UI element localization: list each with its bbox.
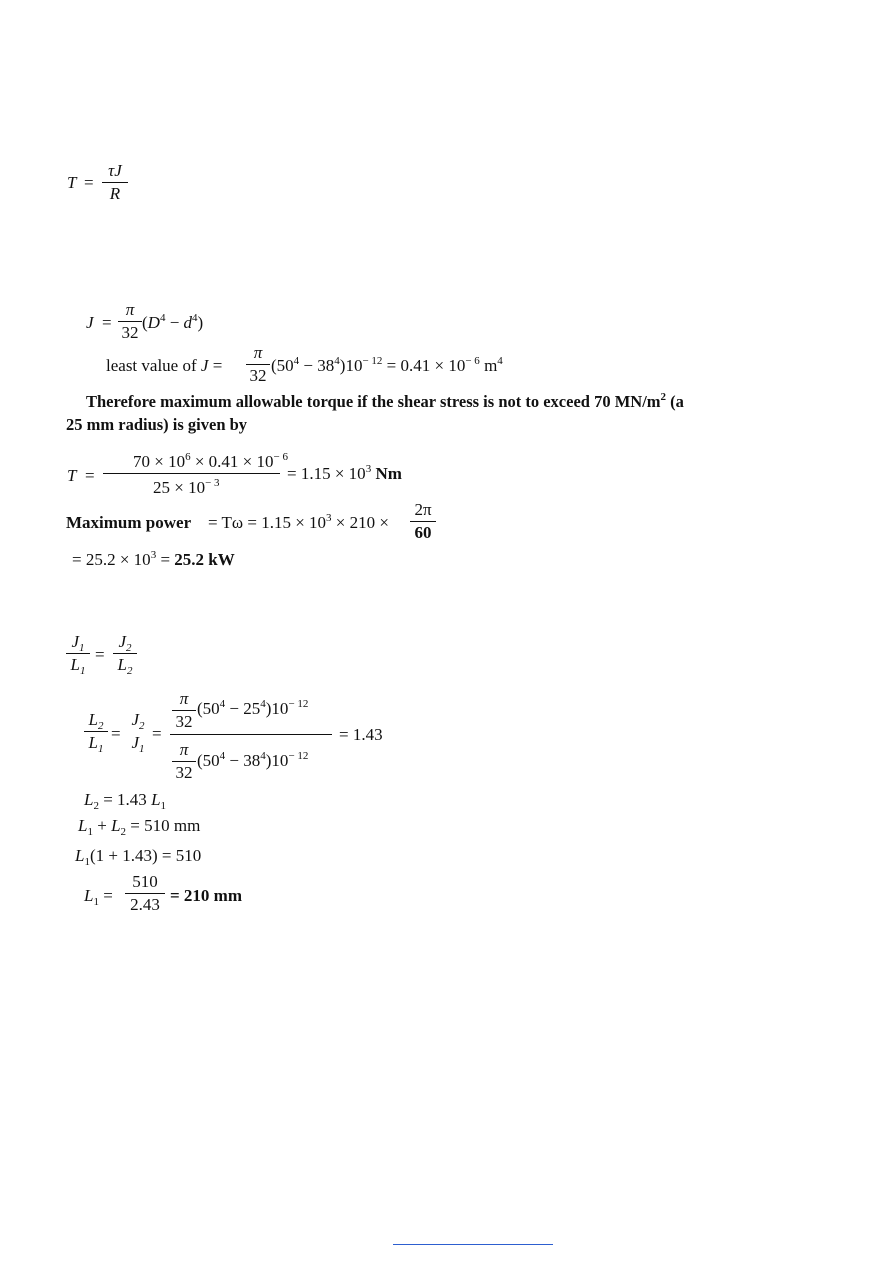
sum-equation: $L_1 + L_2 = 510$ mm: [78, 816, 201, 838]
torque-symbol: T: [67, 466, 77, 485]
equals-sign: =: [102, 313, 112, 332]
l1-symbol: $L_1$ =: [84, 886, 113, 908]
power-expression: = $T\omega = 1.15 \times 10^3 \times 210$ ×: [208, 512, 389, 532]
least-value-label: least value of J =: [106, 356, 223, 375]
tau-j-over-r: [102, 161, 128, 204]
paragraph-line-2: 25 mm radius) is given by: [66, 415, 248, 434]
l1-result: = 210 mm: [170, 886, 243, 905]
main-fraction-bar: [170, 734, 332, 735]
equals-sign: =: [85, 466, 95, 485]
least-value-expression: $(50^4 - 38^4)10^{- 12} = 0.41 \times 10^{- 6}$ $m^4$: [271, 355, 503, 375]
torque-result: = $1.15 \times 10^3$ Nm: [287, 463, 402, 483]
j2-over-l2: $J_2$ $L_2$: [113, 632, 137, 675]
pi-over-32: π 32: [246, 343, 270, 386]
j-symbol: J: [86, 313, 94, 332]
polar-moment-expression: $(D^4 - d^4)$: [142, 312, 204, 332]
two-pi-over-60: 2π 60: [410, 500, 436, 543]
bottom-expression: $(50^4 - 38^4)10^{- 12}$: [197, 750, 309, 770]
equals-sign: =: [111, 724, 121, 743]
torque-denominator: $25 \times 10^{- 3}$: [153, 477, 220, 497]
510-over-2-43: 510 2.43: [125, 872, 165, 915]
footer-link[interactable]: [393, 1244, 553, 1245]
power-result-line: = $25.2 \times 10^3 = 25.2$ kW: [72, 549, 235, 569]
j1-over-l1: $J_1$ $L_1$: [66, 632, 90, 675]
equals-sign: =: [152, 724, 162, 743]
torque-symbol: T: [67, 173, 77, 192]
numerator: τJ: [108, 161, 122, 180]
j2-over-j1: $J_2$ $J_1$: [131, 710, 145, 755]
paragraph-line-1: Therefore maximum allowable torque if the shear stress is not to exceed 70 $MN/m^2$ (a: [86, 391, 684, 411]
pi-over-32: π 32: [118, 300, 142, 343]
power-label: Maximum power: [66, 513, 192, 532]
top-pi-over-32: π 32: [172, 689, 196, 732]
fraction-bar: [102, 182, 128, 183]
ratio-result: = 1.43: [339, 725, 383, 744]
combined-equation: $L_1(1 + 1.43) = 510$: [75, 846, 202, 868]
torque-numerator: $70 \times 10^6 \times 0.41 \times 10^{- 6}$: [133, 451, 288, 471]
top-expression: $(50^4 - 25^4)10^{- 12}$: [197, 698, 309, 718]
l2-over-l1: $L_2$ $L_1$: [84, 710, 108, 753]
denominator: R: [109, 184, 121, 203]
fraction-bar: [103, 473, 280, 474]
bottom-pi-over-32: π 32: [172, 740, 196, 783]
l2-equation: $L_2 = 1.43$ $L_1$: [84, 790, 167, 812]
equals-sign: =: [84, 173, 94, 192]
equals-sign: =: [95, 645, 105, 664]
